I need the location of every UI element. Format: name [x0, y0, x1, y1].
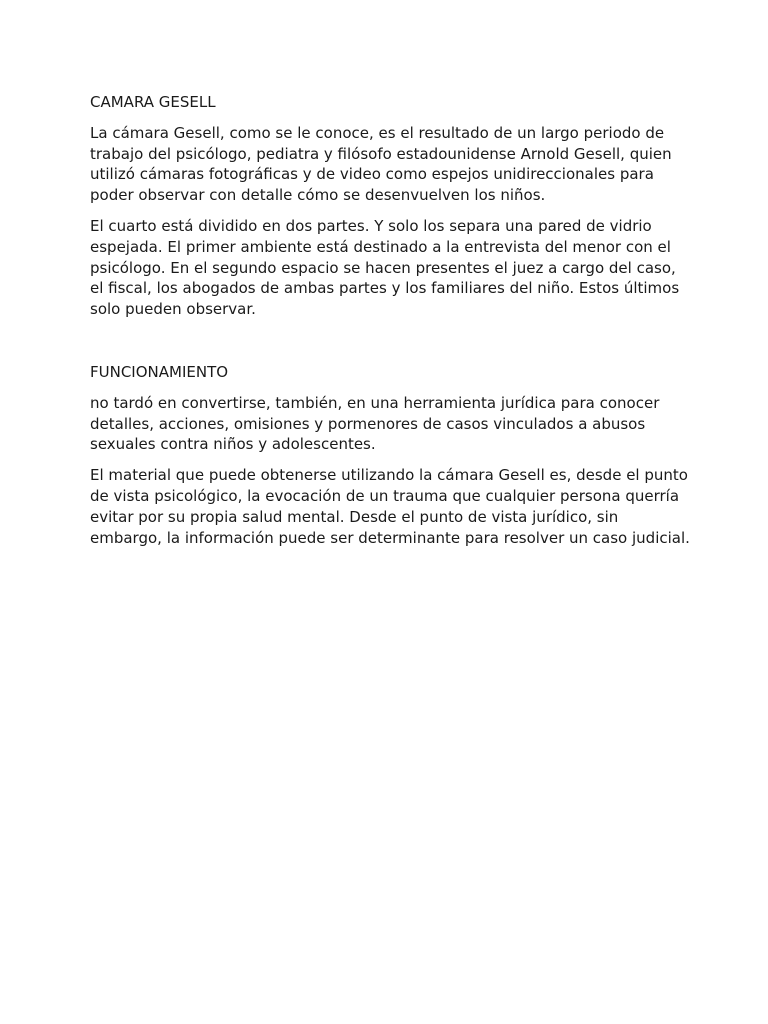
paragraph-legal-tool: no tardó en convertirse, también, en una herramienta jurídica para conocer detalles, acciones, omisiones y pormenores de casos vinculados a abusos sexuales contra niños y adolescentes. [90, 393, 660, 454]
paragraph-material-use: El material que puede obtenerse utilizando la cámara Gesell es, desde el punto de vista psicológico, la evocación de un trauma que cualquier persona querría evitar por su propia salud mental. Desde el punto de vista jurídico, sin embargo, la información puede ser determinante para resolver un caso judicial. [90, 466, 690, 547]
section-heading-camara-gesell: CAMARA GESELL [90, 93, 216, 111]
section-spacer [90, 330, 690, 362]
paragraph-room-description: El cuarto está dividido en dos partes. Y solo los separa una pared de vidrio espejada. El primer ambiente está destinado a la entrevista del menor con el psicólogo. En el segundo espacio se hacen presentes el juez a cargo del caso, el fiscal, los abogados de ambas partes y los familiares del niño. Estos últimos solo pueden observar. [90, 216, 680, 319]
paragraph-origin: La cámara Gesell, como se le conoce, es el resultado de un largo periodo de trabajo del psicólogo, pediatra y filósofo estadounidense Arnold Gesell, quien utilizó cámaras fotográficas y de video como espejos unidireccionales para poder observar con detalle cómo se desenvuelven los niños. [90, 123, 672, 205]
section-heading-funcionamiento: FUNCIONAMIENTO [90, 362, 229, 381]
document-page [90, 92, 690, 558]
